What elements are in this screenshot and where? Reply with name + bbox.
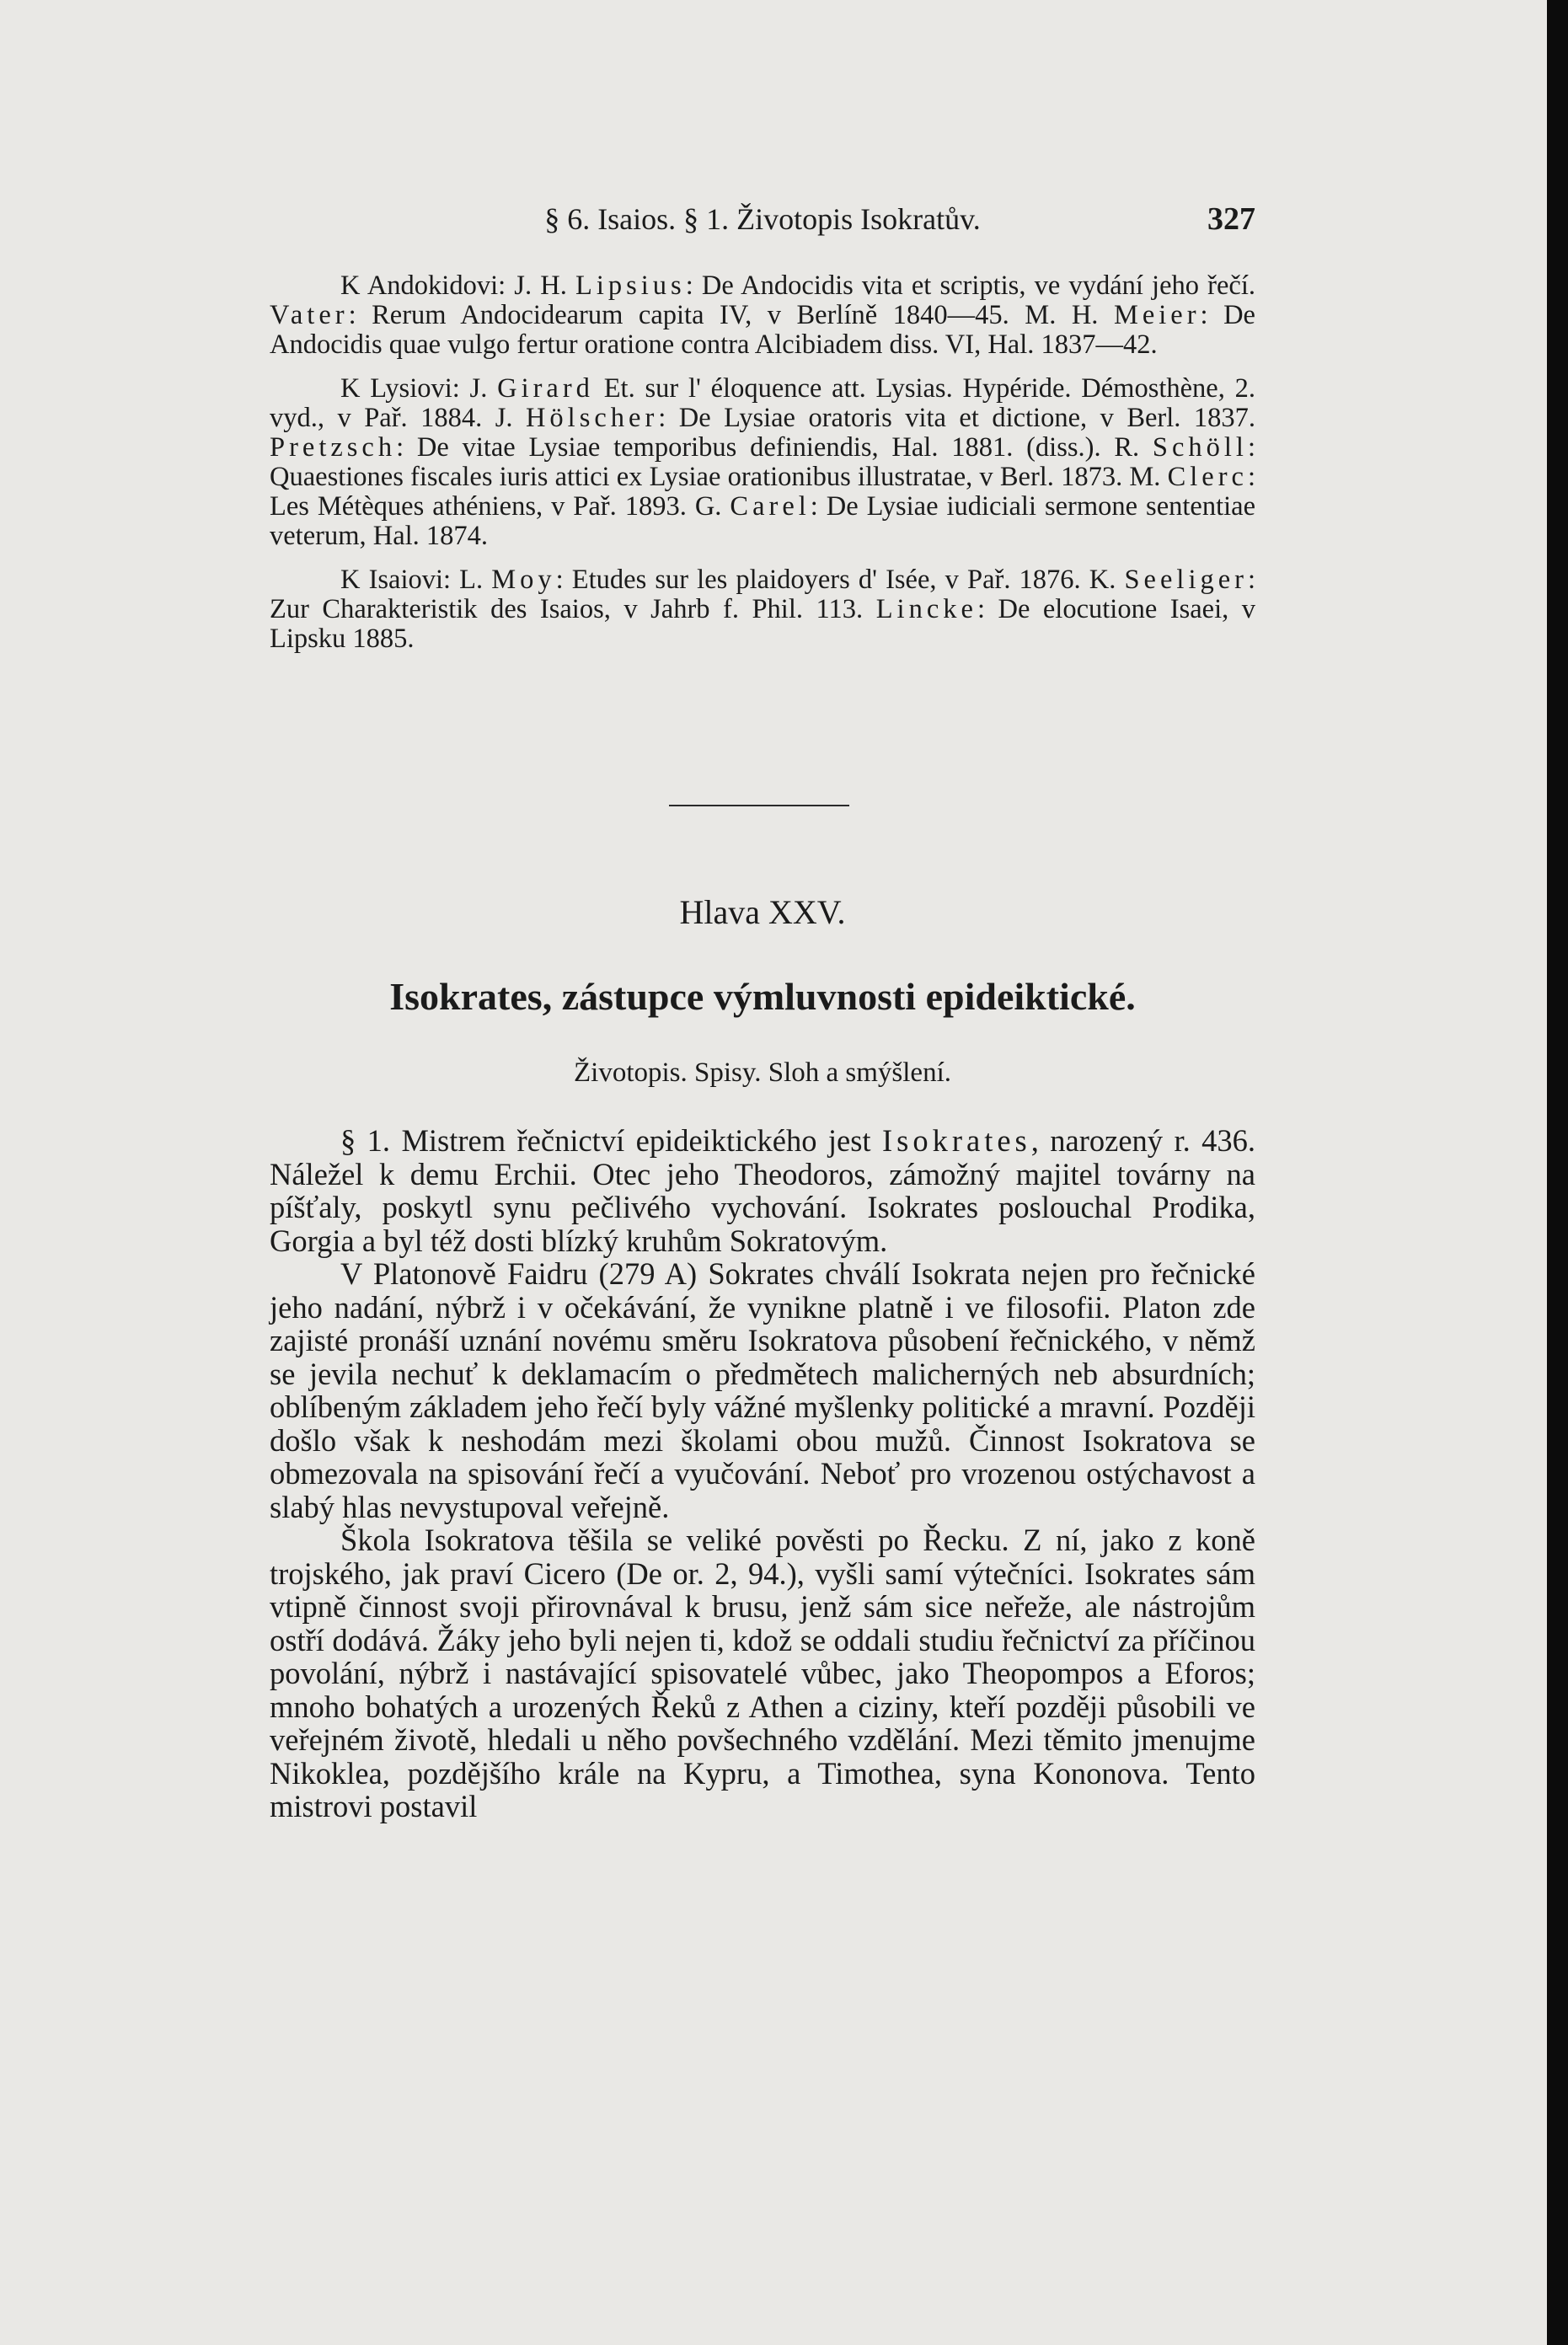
bib-author: Seeliger (1124, 565, 1248, 595)
bib-author: Lipsius (575, 270, 686, 301)
bib-entry-isaios (270, 565, 1255, 654)
running-title: § 6. Isaios. § 1. Životopis Isokratův. (544, 202, 981, 236)
page-header (270, 199, 1255, 249)
paragraph-text: § 1. Mistrem řečnictví epideiktického jest (340, 1123, 882, 1158)
page-number: 327 (1207, 201, 1255, 237)
bib-text: : De elocutione Isaei, v Lipsku 1885. (270, 594, 1255, 654)
chapter-title: Isokrates, zástupce výmluvnosti epideiktické. (389, 975, 1136, 1018)
bib-text: : De Lysiae iudiciali sermone sententiae veterum, Hal. 1874. (270, 491, 1255, 551)
chapter-label: Hlava XXV. (679, 893, 846, 931)
bib-author: Schöll (1152, 432, 1248, 463)
bib-author: Meier (1113, 300, 1201, 330)
bib-author: Vater (270, 300, 349, 330)
bib-text: : Zur Charakteristik des Isaios, v Jahrb f. Phil. 113. (270, 565, 1255, 624)
paragraph (270, 1124, 1255, 1257)
paragraph: V Platonově Faidru (279 A) Sokrates chválí Isokrata nejen pro řečnické jeho nadání, nýbrž i v očekávání, že vynikne platně i ve filosofii. Platon zde zajisté pronáší uznání novému směru Isokratova působení řečnického, v němž se jevila nechuť k deklamacím o předmětech malicherných neb absurdních; oblíbeným základem jeho řečí byly vážné myšlenky politické a mravní. Později došlo však k neshodám mezi školami obou mužů. Činnost Isokratova se obmezovala na spisování řečí a vyučování. Neboť pro vrozenou ostýchavost a slabý hlas nevystupoval veřejně. (270, 1256, 1255, 1524)
bib-text: : Rerum Andocidearum capita IV, v Berlíně 1840—45. M. H. (348, 300, 1114, 330)
bib-author: Lincke (875, 594, 977, 624)
bib-text: Et. sur l' éloquence att. Lysias. Hypéride. Démosthène, 2. vyd., v Pař. 1884. J. (270, 373, 1255, 433)
bib-author: Carel (730, 491, 811, 522)
bib-text: K Isaiovi: L. (340, 565, 492, 595)
bib-author: Clerc (1167, 462, 1248, 492)
bib-text: K Andokidovi: J. H. (340, 270, 575, 301)
bib-author: Hölscher (525, 403, 659, 433)
bib-entry-lysias (270, 374, 1255, 551)
section-divider (669, 805, 849, 806)
scan-edge (1547, 0, 1568, 2345)
bib-text: : De Andocidis quae vulgo fertur oratione contra Alcibiadem diss. VI, Hal. 1837—42. (270, 300, 1255, 360)
bib-author: Moy (491, 565, 556, 595)
chapter-subtitle: Životopis. Spisy. Sloh a smýšlení. (574, 1057, 951, 1088)
bib-text: : Quaestiones fiscales iuris attici ex Lysiae orationibus illustratae, v Berl. 1873. M. (270, 432, 1255, 492)
paragraph: Škola Isokratova těšila se veliké pověsti po Řecku. Z ní, jako z koně trojského, jak praví Cicero (De or. 2, 94.), vyšli samí výtečníci. Isokrates sám vtipně činnost svoji přirovnával k brusu, jenž sám sice neřeže, ale nástrojům ostří dodává. Žáky jeho byli nejen ti, kdož se oddali studiu řečnictví za příčinou povolání, nýbrž i nastávající spisovatelé vůbec, jako Theopompos a Eforos; mnoho bohatých a urozených Řeků z Athen a ciziny, kteří později působili ve veřejném životě, hledali u něho povšechného vzdělání. Mezi těmito jmenujme Nikoklea, pozdějšího krále na Kypru, a Timothea, syna Kononova. Tento mistrovi postavil (270, 1523, 1255, 1823)
body-text (270, 1124, 1255, 1823)
bib-text: K Lysiovi: J. (340, 373, 498, 404)
bib-text: : De vitae Lysiae temporibus definiendis, Hal. 1881. (diss.). R. (396, 432, 1153, 463)
bib-text: : Les Métèques athéniens, v Pař. 1893. G. (270, 462, 1255, 522)
paragraph-text: , narozený r. 436. Náležel k demu Erchii. Otec jeho Theodoros, zámožný majitel továrny na píšťaly, poskytl synu pečlivého vychování. Isokrates poslouchal Prodika, Gorgia a byl též dosti blízký kruhům Sokratovým. (270, 1123, 1255, 1258)
bib-text: : De Lysiae oratoris vita et dictione, v Berl. 1837. (658, 403, 1255, 433)
bib-text: : Etudes sur les plaidoyers d' Isée, v Pař. 1876. K. (555, 565, 1125, 595)
emphasized-name: Isokrates (881, 1123, 1031, 1158)
bib-author: Girard (497, 373, 594, 404)
bib-entry-andokides (270, 271, 1255, 360)
bibliography (270, 271, 1255, 668)
bib-author: Pretzsch (270, 432, 397, 463)
bib-text: : De Andocidis vita et scriptis, ve vydání jeho řečí. (685, 270, 1255, 301)
